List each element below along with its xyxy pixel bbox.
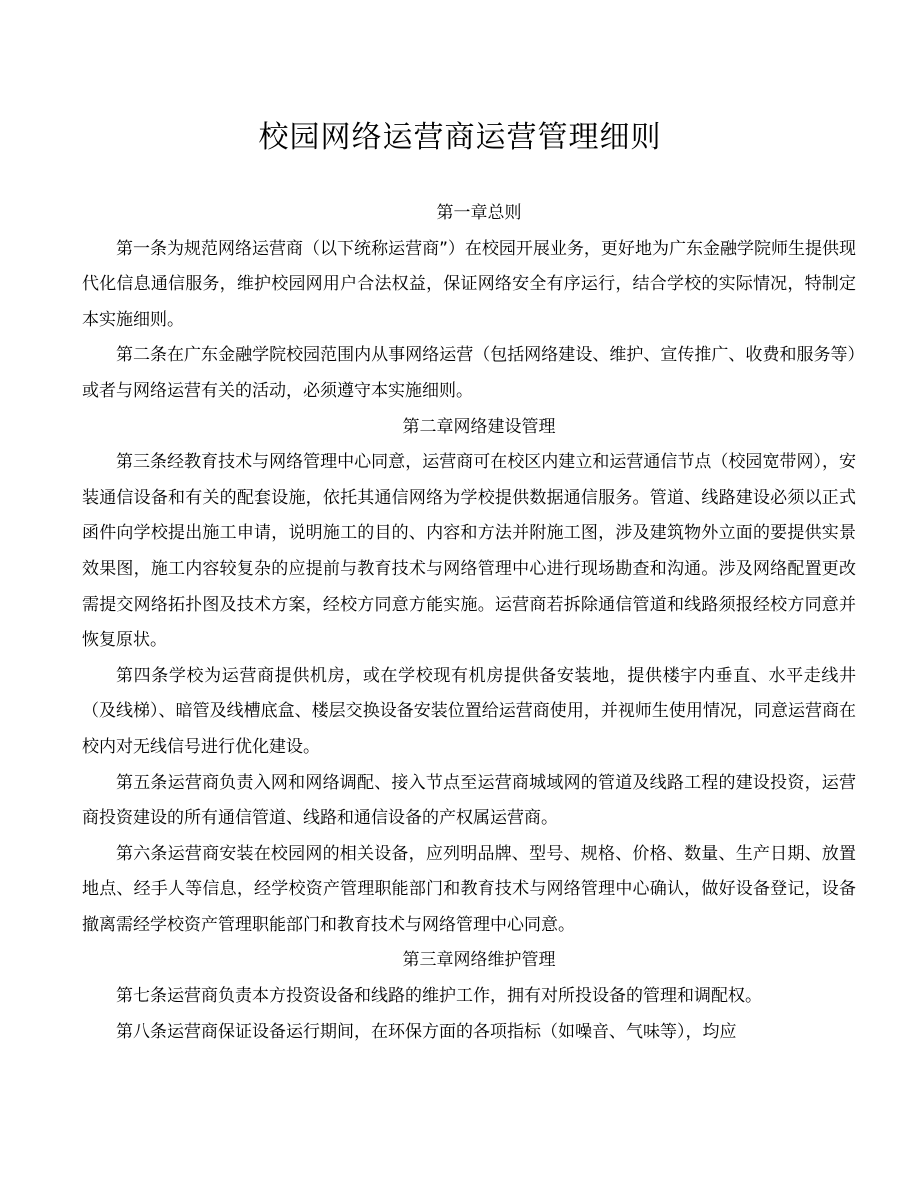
article-3: 第三条经教育技术与网络管理中心同意，运营商可在校区内建立和运营通信节点（校园宽带网），安装通信设备和有关的配套设施，依托其通信网络为学校提供数据通信服务。管道、线路建设必须以正式函件向学校提出施工申请，说明施工的目的、内容和方法并附施工图，涉及建筑物外立面的要提供实景效果图，施工内容较复杂的应提前与教育技术与网络管理中心进行现场勘查和沟通。涉及网络配置更改需提交网络拓扑图及技术方案，经校方同意方能实施。运营商若拆除通信管道和线路须报经校方同意并恢复原状。 [82, 452, 856, 651]
article-8: 第八条运营商保证设备运行期间，在环保方面的各项指标（如噪音、气味等），均应 [116, 1021, 737, 1042]
article-4: 第四条学校为运营商提供机房，或在学校现有机房提供备安装地，提供楼宇内垂直、水平走线井（及线梯）、暗管及线槽底盒、楼层交换设备安装位置给运营商使用，并视师生使用情况，同意运营商在校内对无线信号进行优化建设。 [82, 665, 856, 757]
article-2: 第二条在广东金融学院校园范围内从事网络运营（包括网络建设、维护、宣传推广、收费和服务等）或者与网络运营有关的活动，必须遵守本实施细则。 [82, 345, 856, 401]
chapter-3-heading: 第三章网络维护管理 [402, 950, 556, 971]
document-body [82, 196, 856, 1050]
chapter-2-heading: 第二章网络建设管理 [402, 416, 556, 437]
article-5: 第五条运营商负责入网和网络调配、接入节点至运营商城域网的管道及线路工程的建设投资，运营商投资建设的所有通信管道、线路和通信设备的产权属运营商。 [82, 772, 856, 829]
chapter-1-heading: 第一章总则 [436, 203, 522, 223]
article-6: 第六条运营商安装在校园网的相关设备，应列明品牌、型号、规格、价格、数量、生产日期、放置地点、经手人等信息，经学校资产管理职能部门和教育技术与网络管理中心确认，做好设备登记，设备撤离需经学校资产管理职能部门和教育技术与网络管理中心同意。 [82, 843, 856, 935]
article-7: 第七条运营商负责本方投资设备和线路的维护工作，拥有对所投设备的管理和调配权。 [116, 986, 762, 1007]
article-1: 第一条为规范网络运营商（以下统称运营商”）在校园开展业务，更好地为广东金融学院师生提供现代化信息通信服务，维护校园网用户合法权益，保证网络安全有序运行，结合学校的实际情况，特制定本实施细则。 [82, 238, 856, 330]
document-title: 校园网络运营商运营管理细则 [258, 120, 662, 155]
